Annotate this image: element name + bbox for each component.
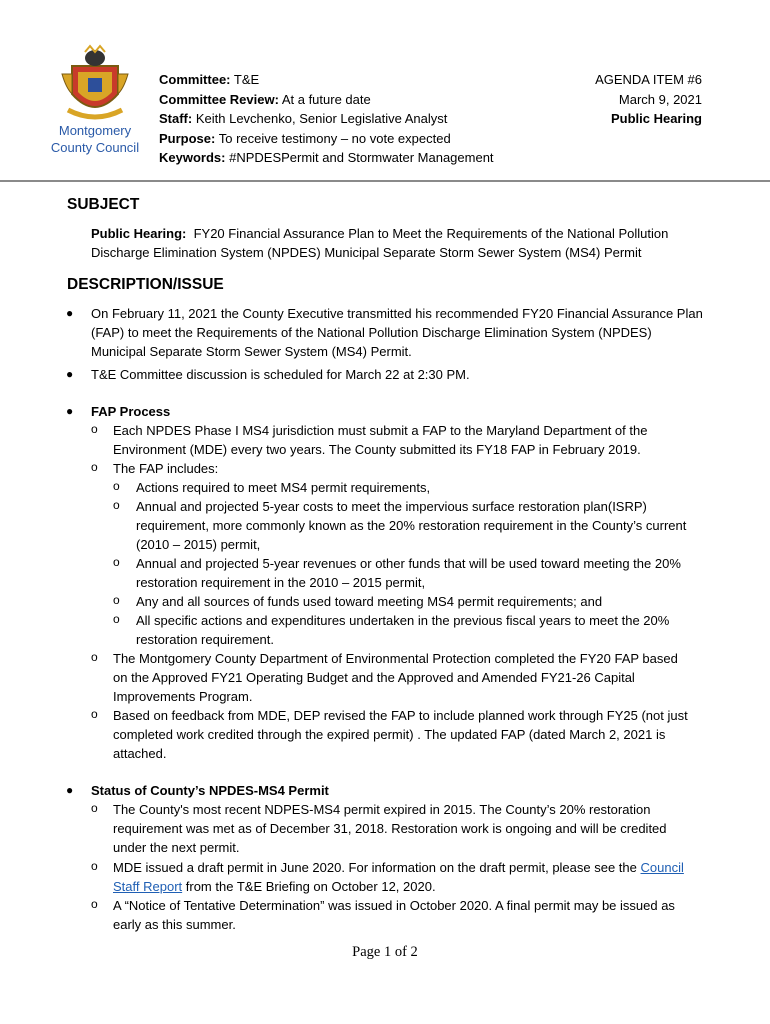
inc-2-l3: (2010 – 2015) permit, (136, 537, 261, 552)
subject-line-1: Public Hearing: FY20 Financial Assurance Plan to Meet the Requirements of the National Pollution (91, 226, 669, 241)
agenda-item: AGENDA ITEM #6 (595, 72, 702, 87)
council-staff-report-link[interactable]: Council (640, 860, 684, 875)
fap-3-l3: Improvements Program. (113, 689, 253, 704)
inc-5-l1: All specific actions and expenditures undertaken in the previous fiscal years to meet the 20% (136, 613, 670, 628)
circle-bullet-icon: o (113, 498, 120, 512)
fap-4-l2: completed work credited through the expired permit) . The updated FAP (dated March 2, 2021 is (113, 727, 666, 742)
st-2-l2: Staff Report from the T&E Briefing on October 12, 2020. (113, 879, 436, 894)
inc-5-l2: restoration requirement. (136, 632, 275, 647)
inc-2-l1: Annual and projected 5-year costs to meet the impervious surface restoration plan(ISRP) (136, 499, 647, 514)
status-heading: Status of County’s NPDES-MS4 Permit (91, 783, 329, 798)
desc-b2: T&E Committee discussion is scheduled for March 22 at 2:30 PM. (91, 367, 470, 382)
staff-line: Staff: Keith Levchenko, Senior Legislative Analyst (159, 111, 448, 126)
review-line: Committee Review: At a future date (159, 91, 371, 107)
fap-3-l1: The Montgomery County Department of Environmental Protection completed the FY20 FAP based (113, 651, 678, 666)
circle-bullet-icon: o (113, 593, 120, 607)
bullet-icon: ● (66, 783, 74, 797)
st-3-l1: A “Notice of Tentative Determination” was issued in October 2020. A final permit may be issued as (113, 898, 675, 913)
meeting-meta (159, 70, 494, 168)
st-2-l1: MDE issued a draft permit in June 2020. For information on the draft permit, please see the Council (113, 860, 684, 875)
circle-bullet-icon: o (91, 460, 98, 474)
circle-bullet-icon: o (113, 479, 120, 493)
header-divider (0, 180, 770, 182)
fap-3-l2: on the Approved FY21 Operating Budget and the Approved and Amended FY21-26 Capital (113, 670, 635, 685)
desc-b1-l1: On February 11, 2021 the County Executive transmitted his recommended FY20 Financial Assurance Plan (91, 306, 703, 321)
meeting-date: March 9, 2021 (618, 91, 702, 107)
circle-bullet-icon: o (91, 801, 98, 815)
purpose-line: Purpose: To receive testimony – no vote expected (159, 130, 451, 146)
description-heading: DESCRIPTION/ISSUE (67, 276, 224, 293)
st-1-l2: requirement was met as of December 31, 2018. Restoration work is ongoing and will be credited (113, 821, 667, 836)
inc-2-l2: requirement, more commonly known as the 20% restoration requirement in the County’s current (136, 518, 687, 533)
st-1-l3: under the next permit. (113, 840, 240, 855)
fap-2: The FAP includes: (113, 461, 219, 476)
fap-4-l1: Based on feedback from MDE, DEP revised the FAP to include planned work through FY25 (not just (113, 708, 688, 723)
subject-heading: SUBJECT (67, 196, 140, 213)
circle-bullet-icon: o (91, 650, 98, 664)
bullet-icon: ● (66, 404, 74, 418)
circle-bullet-icon: o (91, 422, 98, 436)
fap-heading: FAP Process (91, 404, 171, 419)
fap-1-l1: Each NPDES Phase I MS4 jurisdiction must submit a FAP to the Maryland Department of the (113, 423, 648, 438)
committee-line: Committee: T&E (159, 72, 260, 87)
keywords-line: Keywords: #NPDESPermit and Stormwater Management (159, 150, 494, 165)
inc-4: Any and all sources of funds used toward meeting MS4 permit requirements; and (136, 594, 603, 609)
page-number: Page 1 of 2 (352, 944, 418, 960)
st-1-l1: The County's most recent NDPES-MS4 permit expired in 2015. The County’s 20% restoration (113, 802, 651, 817)
circle-bullet-icon: o (91, 897, 98, 911)
desc-b1-l2: (FAP) to meet the Requirements of the National Pollution Discharge Elimination System (NPDES) (91, 325, 652, 340)
council-name: Montgomery County Council (50, 123, 140, 155)
bullet-icon: ● (66, 306, 74, 320)
st-3-l2: early as this summer. (113, 917, 236, 932)
circle-bullet-icon: o (91, 859, 98, 873)
subject-line-2: Discharge Elimination System (NPDES) Municipal Separate Storm Sewer System (MS4) Permit (91, 245, 642, 260)
inc-3-l2: restoration requirement in the 2010 – 2015 permit, (136, 575, 426, 590)
inc-3-l1: Annual and projected 5-year revenues or other funds that will be used toward meeting the 20% (136, 556, 681, 571)
inc-1: Actions required to meet MS4 permit requirements, (136, 480, 431, 495)
hearing-type: Public Hearing (610, 111, 702, 126)
circle-bullet-icon: o (113, 612, 120, 626)
desc-b1-l3: Municipal Separate Storm Sewer System (MS4) Permit. (91, 344, 412, 359)
document-header (0, 0, 770, 181)
bullet-icon: ● (66, 367, 74, 381)
agenda-block (595, 70, 702, 129)
fap-4-l3: attached. (113, 746, 167, 761)
circle-bullet-icon: o (113, 555, 120, 569)
fap-1-l2: Environment (MDE) every two years. The County submitted its FY18 FAP in February 2019. (113, 442, 641, 457)
circle-bullet-icon: o (91, 707, 98, 721)
staff-report-link[interactable]: Staff Report (113, 879, 183, 894)
county-seal-logo (58, 44, 132, 126)
